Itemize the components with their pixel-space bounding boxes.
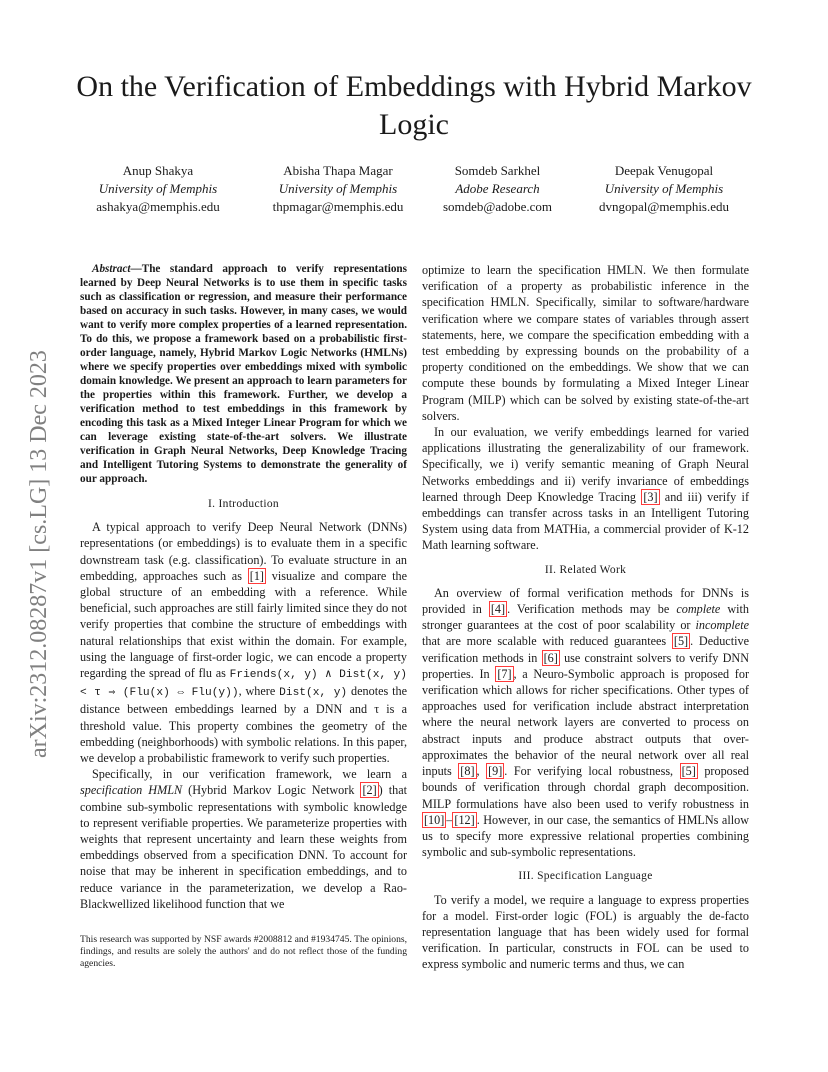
author-email: thpmagar@memphis.edu — [272, 199, 404, 214]
text-run: A typical approach to verify Deep Neural Network (DNNs) representations (or embeddings) is to evaluate them in a specific downstream task (e.g. classification). To evaluate structure in an embedding, approaches such as — [80, 520, 407, 583]
related-work-paragraph — [422, 585, 749, 860]
citation-link[interactable]: [12] — [454, 812, 475, 827]
abstract-lead: Abstract — [92, 263, 131, 275]
paper-title: On the Verification of Embeddings with Hybrid Markov Logic — [76, 70, 752, 141]
author-name: Anup Shakya — [122, 163, 194, 178]
emphasis: incomplete — [695, 618, 749, 633]
abstract-text: —The standard approach to verify representations learned by Deep Neural Networks is to use them in specific tasks such as classification or regression, and measure their performance based on accuracy in such tasks. However, in many cases, we would want to verify more complex properties of a learned representation. To do this, we propose a framework based on a probabilistic first-order language, namely, Hybrid Markov Logic Networks (HMLNs) where we specify properties over embeddings mixed with symbolic domain knowledge. We present an approach to learn parameters for the properties within this framework. Further, we develop a verification method to test embeddings in this framework by encoding this task as a Mixed Integer Linear Program for which we can leverage existing state-of-the-art solvers. We illustrate verification in Graph Neural Networks, Deep Knowledge Tracing and Intelligent Tutoring Systems to demonstrate the generality of our approach. — [80, 263, 407, 485]
spec-language-paragraph: To verify a model, we require a language to express properties for a model. First-order logic (FOL) is arguably the de-facto representation language that has been widely used for formal verification. In particular, constructs in FOL can be used to express symbolic and numeric terms and thus, we can — [422, 892, 749, 972]
citation-link[interactable]: [2] — [362, 783, 377, 798]
intro-paragraph-4 — [422, 424, 749, 554]
author-name: Abisha Thapa Magar — [283, 163, 393, 178]
text-run: and iii) verify if embeddings can transfer across tasks in an Intelligent Tutoring System using data from MATHia, a commercial provider of K-12 Math learning software. — [422, 489, 750, 553]
citation-link[interactable]: [4] — [490, 602, 506, 617]
abstract — [80, 262, 407, 486]
formula: Friends(x, y) ∧ Dist(x, y) < τ ⇒ (Flu(x) ⇔ Flu(y)) — [80, 669, 407, 700]
formula: Dist(x, y) — [279, 687, 348, 700]
author-name: Somdeb Sarkhel — [454, 163, 541, 178]
text-run: with stronger guarantees at the cost of poor scalability or — [422, 602, 749, 633]
text-run: . Deductive verification methods in — [422, 634, 749, 665]
citation-link[interactable]: [10] — [424, 812, 445, 827]
author-affiliation: Adobe Research — [455, 181, 540, 196]
author-3 — [425, 162, 570, 216]
text-run: visualize and compare the global structure of an embedding with a reference. While beneficial, such approaches are still fairly limited since they do not verify properties that combine the structure of embeddings with natural relationships that exist within the domain. For example, using the language of first-order logic, we can encode a property regarding the spread of flu as — [80, 568, 407, 681]
text-run: denotes the distance between embeddings learned by a DNN and τ is a threshold value. This property combines the geometry of the embedding (neighborhoods) with symbolic relations. In this paper, we develop a probabilistic framework to verify such properties. — [80, 684, 407, 766]
intro-paragraph-3: optimize to learn the specification HMLN. We then formulate verification of a property as probabilistic inference in the specification HMLN. Specifically, similar to software/hardware verification where we compare states of variables through assert statements, here, we compare the specification embedding with a test embedding by expressing bounds on the probability of a property conditioned on the embeddings. We show that we can compute these bounds by formulating a Mixed Integer Linear Program (MILP) which can be solved by existing state-of-the-art solvers. — [422, 263, 749, 423]
text-run: , where — [238, 684, 280, 699]
citation-link[interactable]: [7] — [497, 666, 512, 681]
author-4 — [580, 162, 748, 216]
author-affiliation: University of Memphis — [604, 181, 724, 196]
text-run: . However, in our case, the semantics of HMLNs allow us to specify more expressive relational properties combining symbolic and sub-symbolic representations. — [422, 812, 749, 860]
text-run: proposed bounds of verification through chordal graph decomposition. MILP formulations have also been used to verify robustness in — [422, 764, 750, 811]
author-affiliation: University of Memphis — [278, 181, 398, 196]
text-run: ) that combine sub-symbolic representations with symbolic knowledge to represent verifiable properties. We parameterize properties with weights that represent uncertainty and learn these weights from embeddings observed from a specification DNN. To account for noise that may be inherent in specification embeddings, and to reduce variance in the parameterization, we develop a Rao-Blackwellized likelihood function that we — [80, 783, 407, 911]
author-affiliation: University of Memphis — [98, 181, 218, 196]
text-run: that are more scalable with reduced guarantees — [422, 634, 672, 649]
citation-link[interactable]: [9] — [488, 764, 503, 779]
author-name: Deepak Venugopal — [614, 163, 714, 178]
citation-link[interactable]: [5] — [673, 634, 689, 649]
left-column — [80, 262, 407, 912]
author-email: dvngopal@memphis.edu — [598, 199, 730, 214]
section-heading-related-work: II. Related Work — [544, 563, 627, 576]
author-1 — [78, 162, 238, 216]
citation-link[interactable]: [1] — [249, 568, 264, 583]
author-2 — [253, 162, 423, 216]
section-heading-introduction: I. Introduction — [208, 498, 279, 510]
citation-link[interactable]: [6] — [543, 650, 558, 665]
emphasis: specification HMLN — [80, 783, 183, 798]
text-run: . For verifying local robustness, — [504, 764, 680, 779]
text-run: – — [446, 812, 453, 827]
citation-link[interactable]: [5] — [681, 764, 696, 779]
emphasis: complete — [676, 602, 721, 617]
text-run: Specifically, in our verification framework, we learn a — [92, 767, 407, 782]
footnote: This research was supported by NSF awards #2008812 and #1934745. The opinions, findings, and results are solely the authors' and do not reflect those of the funding agencies. — [80, 934, 407, 969]
text-run: , a Neuro-Symbolic approach is proposed for verification which allows for richer specifications. Other types of approaches used for verification include abstract interpretation where the neural network layers are converted to process on abstract inputs and produce abstract outputs that over-approximates the behavior of the neural network over all real inputs — [422, 666, 750, 779]
author-email: somdeb@adobe.com — [442, 199, 553, 214]
text-run: , — [476, 764, 487, 779]
author-email: ashakya@memphis.edu — [96, 199, 220, 214]
text-run: (Hybrid Markov Logic Network — [182, 783, 361, 798]
intro-paragraph-2 — [80, 766, 407, 912]
section-heading-specification-language: III. Specification Language — [518, 870, 653, 883]
text-run: An overview of formal verification methods for DNNs is provided in — [422, 585, 749, 617]
intro-paragraph-1 — [80, 519, 407, 766]
right-column — [422, 262, 749, 973]
citation-link[interactable]: [3] — [643, 489, 658, 504]
citation-link[interactable]: [8] — [460, 764, 475, 779]
text-run: use constraint solvers to verify DNN properties. In — [422, 650, 749, 681]
text-run: . Verification methods may be — [507, 602, 677, 617]
text-run: In our evaluation, we verify embeddings learned for varied applications illustrating the generalizability of our framework. Specifically, we i) verify semantic meaning of Graph Neural Networks embeddings and ii) verify invariance of embeddings learned through Deep Knowledge Tracing — [422, 425, 749, 504]
arxiv-identifier[interactable]: arXiv:2312.08287v1 [cs.LG] 13 Dec 2023 — [26, 350, 52, 758]
